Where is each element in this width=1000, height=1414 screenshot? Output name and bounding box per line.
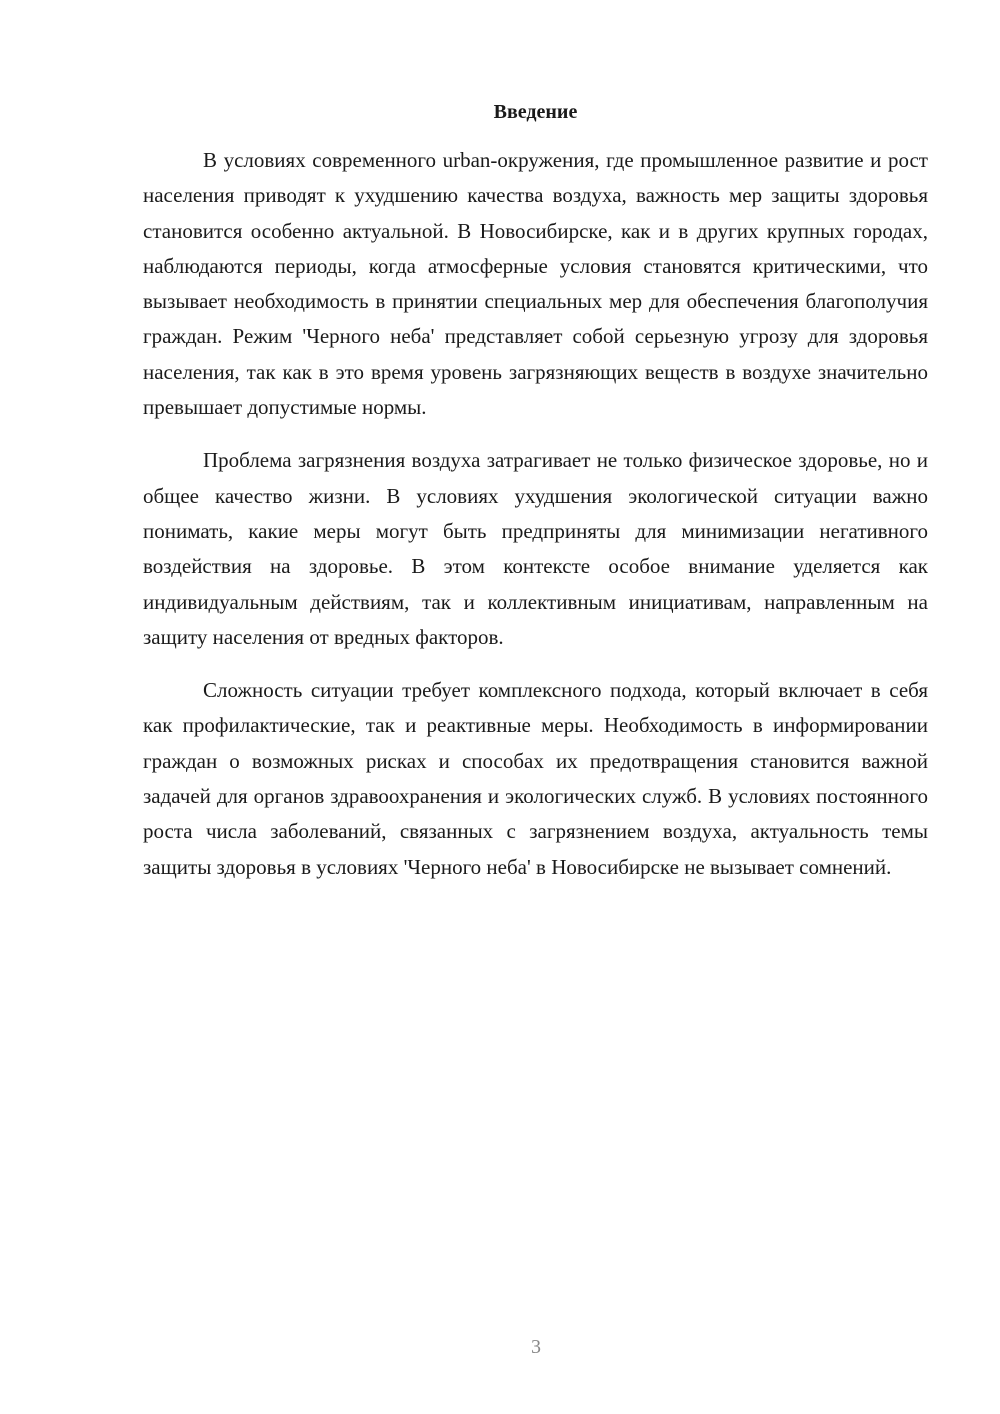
section-heading: Введение xyxy=(493,101,578,123)
page-number: 3 xyxy=(531,1336,541,1358)
paragraph-1: В условиях современного urban-окружения, где промышленное развитие и рост населения приводят к ухудшению качества воздуха, важность мер защиты здоровья становится особенно актуальной. В Новосибирске, как и в других крупных городах, наблюдаются периоды, когда атмосферные условия становятся критическими, что вызывает необходимость в принятии специальных мер для обеспечения благополучия граждан. Режим 'Черного неба' представляет собой серьезную угрозу для здоровья населения, так как в это время уровень загрязняющих веществ в воздухе значительно превышает допустимые нормы. xyxy=(143,148,928,420)
paragraph-3: Сложность ситуации требует комплексного подхода, который включает в себя как профилактические, так и реактивные меры. Необходимость в информировании граждан о возможных рисках и способах их предотвращения становится важной задачей для органов здравоохранения и экологических служб. В условиях постоянного роста числа заболеваний, связанных с загрязнением воздуха, актуальность темы защиты здоровья в условиях 'Черного неба' в Новосибирске не вызывает сомнений. xyxy=(143,678,928,879)
body-text xyxy=(143,143,928,903)
paragraph-2: Проблема загрязнения воздуха затрагивает не только физическое здоровье, но и общее качество жизни. В условиях ухудшения экологической ситуации важно понимать, какие меры могут быть предприняты для минимизации негативного воздействия на здоровье. В этом контексте особое внимание уделяется как индивидуальным действиям, так и коллективным инициативам, направленным на защиту населения от вредных факторов. xyxy=(143,448,928,649)
